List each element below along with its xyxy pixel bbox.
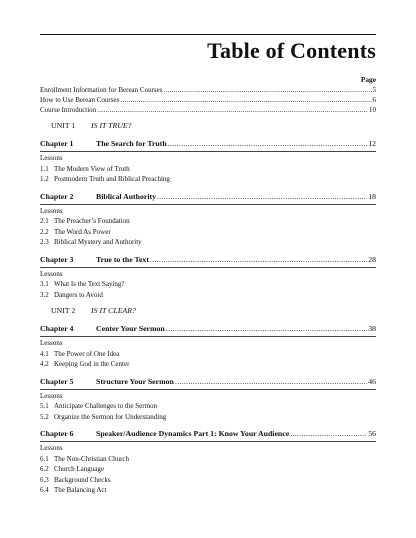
chapter-block [40,191,376,248]
chapter-title: Speaker/Audience Dynamics Part 1: Know Your Audience [96,429,290,438]
chapter-title: Biblical Authority [96,191,156,201]
lesson-title: What Is the Text Saying? [54,280,125,288]
lesson-title: The Power of One Idea [54,349,120,358]
lesson-item [40,359,376,370]
lesson-item [40,164,376,175]
dot-leader [290,428,367,440]
entry-page: 6 [372,96,376,104]
page-title: Table of Contents [207,38,376,63]
lesson-number: 3.2 [40,290,49,299]
lesson-title: The Non-Christian Church [54,454,130,463]
lesson-title: The Balancing Act [54,486,107,494]
entry-page: 5 [372,86,376,94]
lesson-item [40,290,376,301]
lesson-number: 4.1 [40,349,49,358]
chapter-block [40,323,376,370]
chapter-entry [40,254,376,266]
toc-list [40,85,376,496]
lesson-number: 5.2 [40,412,49,421]
chapter-entry [40,376,376,388]
lesson-item [40,279,376,290]
dot-leader [97,105,368,115]
top-rule [40,34,376,35]
lesson-number: 4.2 [40,360,49,368]
chapter-entry [40,323,376,335]
dot-leader [166,323,367,335]
dot-leader [120,95,371,105]
unit-heading [40,305,376,317]
entry-label: How to Use Berean Courses [40,96,120,104]
lesson-title: The Preacher’s Foundation [54,217,130,225]
chapter-label: Chapter 6 [40,429,74,438]
chapter-title: Center Your Sermon [96,324,165,333]
lesson-number: 1.2 [40,175,49,183]
lesson-number: 2.2 [40,227,49,236]
dot-leader [150,254,367,266]
front-matter-entry [40,85,376,95]
chapter-block [40,138,376,185]
lesson-number: 2.1 [40,217,49,225]
lesson-title: The Modern View of Truth [54,164,130,173]
lesson-item [40,401,376,412]
front-matter-entry [40,95,376,105]
entry-label: Enrollment Information for Berean Courses [40,86,163,94]
unit-heading [40,120,376,132]
lesson-number: 1.1 [40,164,49,173]
chapter-label: Chapter 4 [40,324,74,333]
lesson-item [40,464,376,475]
lessons-heading: Lessons [40,441,376,454]
chapter-title: The Search for Truth [96,139,167,148]
chapter-page: 12 [368,139,376,148]
chapter-title: True to the Text [96,254,149,264]
lessons-heading: Lessons [40,267,376,280]
lesson-title: Keeping God in the Center [54,360,130,368]
lessons-heading: Lessons [40,204,376,217]
chapter-page: 56 [368,429,376,438]
lesson-number: 6.1 [40,454,49,463]
chapter-entry [40,138,376,150]
dot-leader [168,138,368,150]
chapter-label: Chapter 3 [40,254,74,264]
lesson-title: Church Language [54,465,104,473]
lesson-title: Dangers to Avoid [54,290,103,299]
chapter-entry [40,191,376,203]
lesson-title: Anticipate Challenges to the Sermon [54,402,158,410]
lesson-title: Organize the Sermon for Understanding [54,412,167,421]
lesson-title: Background Checks [54,475,111,484]
lesson-number: 6.4 [40,486,49,494]
chapter-block [40,428,376,496]
entry-label: Course Introduction [40,106,97,114]
unit-label: UNIT 2 [51,306,76,315]
unit-label: UNIT 1 [51,121,76,130]
lesson-number: 6.3 [40,475,49,484]
lesson-number: 5.1 [40,402,49,410]
lesson-item [40,237,376,248]
lesson-item [40,412,376,423]
lesson-item [40,227,376,238]
chapter-block [40,376,376,423]
lessons-heading: Lessons [40,151,376,164]
lesson-item [40,349,376,360]
dot-leader [175,376,367,388]
lesson-number: 3.1 [40,280,49,288]
chapter-page: 38 [368,324,376,333]
unit-question: IS IT TRUE? [91,121,132,130]
lesson-title: Biblical Mystery and Authority [54,238,142,246]
chapter-label: Chapter 2 [40,191,74,201]
chapter-page: 18 [368,191,376,201]
entry-page: 10 [369,106,376,114]
dot-leader [157,191,367,203]
lesson-item [40,174,376,185]
lessons-heading: Lessons [40,336,376,349]
lesson-number: 2.3 [40,238,49,246]
lesson-number: 6.2 [40,465,49,473]
lesson-title: The Word As Power [54,227,111,236]
lesson-item [40,454,376,465]
chapter-block [40,254,376,301]
chapter-entry [40,428,376,440]
chapter-label: Chapter 5 [40,376,74,386]
lesson-title: Postmodern Truth and Biblical Preaching [54,175,170,183]
lessons-heading: Lessons [40,389,376,402]
lesson-item [40,485,376,496]
lesson-item [40,475,376,486]
unit-question: IS IT CLEAR? [91,306,136,315]
chapter-page: 46 [368,376,376,386]
chapter-page: 28 [368,254,376,264]
chapter-label: Chapter 1 [40,139,74,148]
front-matter-entry [40,105,376,115]
lesson-item [40,216,376,227]
page-column-heading: Page [360,75,376,84]
chapter-title: Structure Your Sermon [96,376,174,386]
dot-leader [163,85,371,95]
